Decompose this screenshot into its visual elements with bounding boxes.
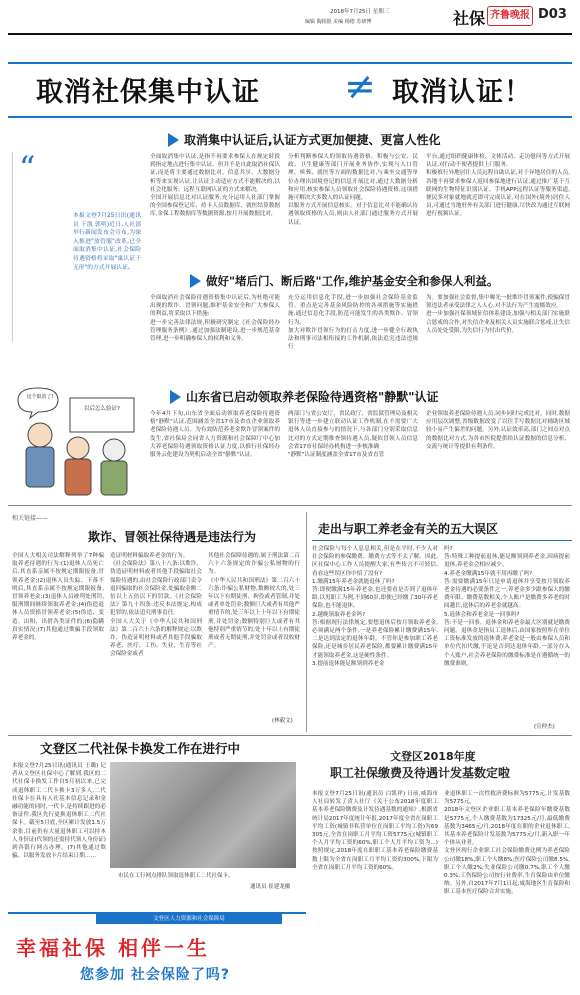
page-header (0, 0, 580, 34)
card-article-title: 文登区二代社保卡换发工作在进行中 (40, 741, 241, 756)
section2-col2: 充分运用信息化手段,进一步加强社会保险基金监管。重点是完善基金风险防控的各项措施等实施措施,通过信息化手段,防范可能发生的各类欺诈、冒领行为。 加大对欺诈冒领行为的打击力度,进一步健全行政执法和刑事司法相衔接的工作机制,依法追究违法违规行 (288, 295, 418, 351)
misunderstandings-title: 走出与职工养老金有关的五大误区 (318, 522, 499, 536)
contribution-col1: 本报文登7月25日讯(通讯员 白凯祥) 日前,威海市人社局转发了省人社厅《关于公布2018年度职工基本养老保险缴费及计发待遇基数的通知》,根据省统计局2017年度统计年报,2017年度全省在岗职工平均工资(城镇非私营单位在岗职工平均工资)为69305元,全省在岗职工月平均工资5775元(城镇职工个人月平均工资的60%,职工个人月平均工资为...)按照规定,2018年度在职职工基本养老保险缴费基数上限为全省在岗职工月平均工资的300%,下限为全省在岗职工月平均工资的60%。 (312, 791, 438, 871)
misunderstandings-rule (312, 540, 572, 541)
logo-text: 齐鲁晚报 (490, 10, 530, 21)
cartoon-illustration (10, 380, 140, 505)
fraud-article-title: 欺诈、冒领社保待遇是违法行为 (88, 530, 257, 544)
section3-title: 山东省已启动领取养老保险待遇资格"静默"认证 (186, 390, 439, 404)
related-link-label: 相关链接—— (12, 515, 49, 522)
section3-col3: 企业领取养老保险待遇人员,同步同时完成比对。同时,数据应用层次调整,省级数据改变了以往手写数据比对辅助区域较小易产生偏差的问题。另外,认证效率高,部门之间点对点的数据比对方式,为各市医院提供给认证数据的信息分析、交流与统计等提供有利条件。 (426, 411, 570, 450)
section-divider (8, 505, 572, 506)
main-headline (8, 60, 572, 120)
section2-col3: 为。要加强社会监督,集中曝光一批欺诈冒领案件,使骗保冒领违法者承受法律之人人心,对不法行为产生震慑效应。 进一步加强社保领域征信体系建设,加强与相关部门实施联合惩戒的合作,对失信企业及相关人员实施联合惩戒,让失信人员处处受限,为失信行为付出代价。 (426, 295, 570, 334)
contribution-col2: 业退休职工一次性救济费标准为5775元,计发基数为5775元。 2018年文登区企业职工基本养老保险年缴费基数是5775元,个人缴费基数为17325元/月,最低缴费基数为3465元/月,2018年度在职的企业退休职工,其基本养老保险计发基数为5775元/月,新入职一年个体从业者。 文登区现行企业职工社会保险缴费比例为养老保险公司缴18%,职工个人缴8%;医疗保险公司缴8.5%,职工个人缴2%;失业保险公司缴0.7%,职工个人缴0.3%;工伤保险公司按行业费率,生育保险由单位缴纳。另外,自2017年7月1日起,威海地区生育保险和职工基本医疗保险合并实施。 (444, 791, 570, 896)
banner-top-label: 文登区人力资源和社会保障局 (96, 914, 282, 924)
misunderstandings-source: (宣仲杰) (534, 724, 555, 730)
header-rule (8, 33, 572, 35)
fraud-article-col1: 全国人大相关司法解释列举了7种骗取养老待遇的行为:(1)退休人员死亡后,其直系亲属不按规定期限报备,冒领养老金;(2)退休人员失踪、下落不明后,其直系亲属不按规定期限报备,冒领养老金;(3)退休人员被判处刑罚,服刑期间继续领取养老金;(4)伪造退休人员资格冒领养老金;(5)伪造、变造、出租、出借各类证件的;(6)隐瞒真实情况;(7)其他通过欺骗手段领取养老金的。 (12, 553, 104, 642)
footer-banner (8, 912, 306, 990)
fraud-article-col2: 造证明材料骗取养老金的行为。 《社会保险法》第八十八条:以欺诈、伪造证明材料或者其他手段骗取社会保险待遇的,由社会保险行政部门责令退回骗取的社会保险金,处骗取金额二倍以上五倍以下的罚款。《社会保险法》第九十四条:违反本法规定,构成犯罪的,依法追究刑事责任。 全国人大关于《中华人民共和国刑法》第二百六十六条的解释规定:以欺诈、伪造证明材料或者其他手段骗取养老、医疗、工伤、失业、生育等社会保险金或者 (110, 553, 202, 658)
photo-credit: 通讯员 崔建龙摄 (250, 884, 291, 890)
vertical-divider (306, 512, 307, 732)
section3-arrow-icon (170, 390, 181, 404)
fraud-article-col3: 其他社会保障待遇的,属于刑法第二百六十六条规定的诈骗公私财物的行为。 《中华人民共和国刑法》第二百六十六条:诈骗公私财物,数额较大的,处三年以下有期徒刑、拘役或者管制,并处或者单处罚金;数额巨大或者有其他严重情节的,处三年以上十年以下有期徒刑,并处罚金;数额特别巨大或者有其他特别严重情节的,处十年以上有期徒刑或者无期徒刑,并处罚金或者没收财产。 (208, 553, 300, 650)
photo-caption: 市民在工行网点排队领取退休职工二代社保卡。 (118, 873, 234, 879)
headline-not-equal-sign: ≠ (344, 64, 376, 108)
page-number: D03 (538, 7, 567, 22)
section1-arrow-icon (168, 133, 179, 147)
misunderstandings-col2: 吗? 答:特殊工种提前退休,能足额领到养老金,因病提前退休,养老金会相应减少。 4.养老金缴满15年就不用再缴了吗? 答:需要缴满15年只是申请退休并享受按月领取养老金待遇的必要条件之一,养老金多少跟参保人的缴费年限、缴费基数相关,个人账户是缴费多养老的时间越长,退休后的养老金就越高。 5.退休会和养老金是一回事吗? 答:不是一回事。退休金和养老金最大区别就是缴费问题。退休金是指员工退休后,由国家按照所在单位工资标准发放的退休费,养老金是一般由参保人员和单位代扣代缴,不论是否到达退休年龄,一部分存入个人账户,社会养老保险的缴费标准是在遵循统一的缴费准则。 (444, 546, 570, 667)
fraud-article-source: (林毅文) (272, 718, 293, 724)
contribution-title-2: 职工社保缴费及待遇计发基数定啦 (330, 766, 511, 780)
header-logo (487, 6, 533, 26)
header-section: 社保 (453, 9, 486, 28)
section2-arrow-icon (190, 274, 201, 288)
banner-slogan-1: 幸福社保 相伴一生 (16, 936, 210, 960)
headline-left: 取消社保集中认证 (36, 77, 260, 108)
header-date: 2018年7月25日 星期三 (330, 9, 390, 15)
section2-title: 做好"堵后门、断后路"工作,维护基金安全和参保人利益。 (206, 274, 499, 288)
section2-col1: 全面取消社会保险待遇资格集中认证后,为杜绝可能出现的欺诈、冒领问题,维护基金安全和广大参保人的利益,将采取以下措施: 进一步完善法律法规,积极研究制定《社会保险经办管理服务条例》,通过加强法制建设,进一步规范基金管理,进一步明确参保人的权利和义务。 (150, 295, 280, 343)
section1-col3: 平台,通过组织健康体检、文体活动、走访慰问等方式开展认证,对行动不便者提供上门服务。 积极推行异地居住人员远程自助认证,对于异地居住的人员,各地不再要求参保人返回参保地进行认证,通过推广基于互联网的生物特征识别认证、手机APP远程认证等服务渠道,便民多对象就地就近即可完成认证,对在国外(境外)居住人员,可通过当地驻外有关部门进行健康,尽快改为通过互联网进行视频认证。 (426, 154, 570, 218)
section1-col1: 全面取消集中认证,是指不再要求参保人在规定时段到指定地点进行集中认证。但并不是自此取消社保认证,而是将主要通过数据比对、信息共享、大数据分析等来实现认证,让认证主动适应方式不能解决的,以社会化服务、远程互联网认证的方式来解决。 全国开展信息比对认证服务,充分运用人社部门掌握的全国参保登记库、持卡人员数据库、就医结算数据库,金保工程数据库等数据资源,按月开展数据比对, (150, 154, 280, 218)
queue-photo (110, 762, 296, 868)
section1-title: 取消集中认证后,认证方式更加便捷、更富人性化 (184, 133, 441, 147)
section3-col2: 两部门与省公安厅、省民政厅、省监狱管理局及相关银行等进一步建立联动认证工作机制,在不需要广大退休人员直接参与的情况下,与各部门分别采取信息比对的方式定期推查领待遇人员,疑似冒领人员信息会省17市社保经办机构进一步核准确 "静默"认证制度涵盖全省17市及省直管 (288, 411, 418, 459)
quote-mark-icon: “ (19, 149, 36, 187)
headline-right: 取消认证！ (392, 77, 532, 108)
section3-col1: 今年4月下旬,山东省全面启动领取养老保险待遇资格"静默"认证,范围涵盖全省17市及省直企业领取养老保险待遇人员。为有效防范养老金欺诈冒领案件的发生,省社保局会同省人力资源和社会保障厅中心加大养老保险待遇领取资格认证力度,以推行社保经办服务云化建设为契机启动全省"静默"认证。 (150, 411, 280, 459)
quote-box (12, 149, 142, 342)
sign-text: 以后怎么验证? (84, 406, 120, 412)
contribution-title-1: 文登区2018年度 (390, 750, 476, 763)
card-article-text: 本报文登7月25日讯(通讯员 王璐) 记者从文登区社保中心了解到,我区的二代社保卡换发工作自5月初以来,已完成退休职工二代卡换卡3万多人,二代社保卡在具有人社基本信息记录和金融功能的同时,一代卡,是持续跟进的必备证件,我区先行更换退休职工二代社保卡。截至5月底,全区累计发放1.5万余张,目前仍有大量退休职工可以持本人身份证(代领的还需持代领人身份证)到各银行网点办理。(7)其他通过欺骗、以服务发放卡片结束日期…… (12, 763, 106, 860)
speech-bubble-text: 这个取消了! (26, 394, 54, 400)
misunderstandings-col1: 社会保险与每个人息息相关,但是在平时,不少人对社会保险的参保缴费、缴费方式等不太了解。因此,区社保中心工作人员提醒大家,有些传言不可轻信,看看这些误区你中招了没有? 1.缴满15年养老金就能退休了吗? 答:即便缴满15年养老金,也还要看是否到了退休年龄,以男职工为例,不到60岁,即便已经缴了30年养老保险,也不能退休。 2.越晚领取养老金吗? 答:根据现行法律规定,要想退休后按月领取养老金,必须满足两个条件,一是养老保险累计缴费满15年,二是达到法定的退休年龄。不管你是参加职工养老保险,还是城乡居民养老保险,都要累计缴费满15年才能领取养老金,这是硬性条件。 3.提前退休能足额领到养老金 (312, 546, 438, 667)
header-editors: 编辑 陶相银 美编 杨德 苏研博 (305, 19, 372, 25)
section1-col2: 分析判断参保人的领取待遇资格。积极与公安、民政、卫生健康等部门开展业务协作,实现与人口管理、殡葬、就医等方面的数据比对,与乘坐交通等单位办理出国境登记的信息开展比对,通过大数据分析和应用,核实参保人员领取社会保险待遇资格,这项措施可解决大多数人的认证问题。 以服务方式开展信息核实。对于信息比对不能确认待遇领取资格的人员,则由人社部门通过服务方式开展认证。 (288, 154, 418, 226)
section-divider-2 (8, 735, 572, 736)
banner-slogan-2: 您参加 社会保险了吗? (80, 967, 230, 983)
quote-text: 本报文登7月25日讯(通讯员 于凯 郭明)近日,人社部举行新闻发布会宣布,为深入推进"放管服"改革,已全面取消集中认证,社会保险待遇资格将采取"寓认证于无形"的方式开展认证。 (73, 213, 141, 271)
